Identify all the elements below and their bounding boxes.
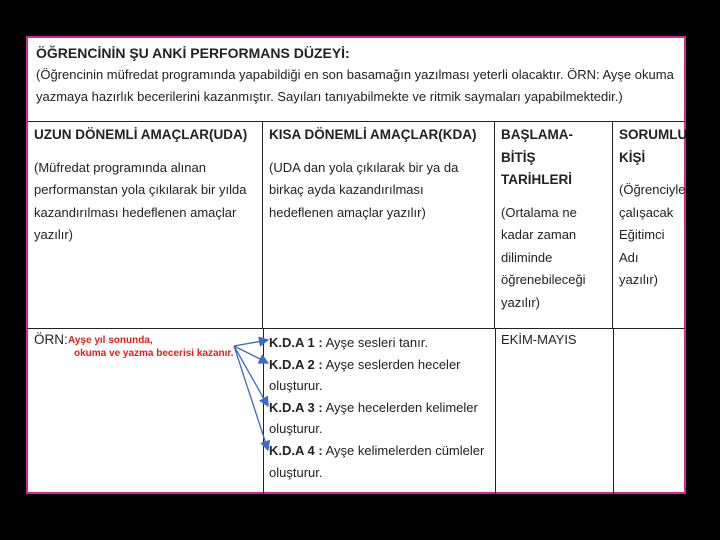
kda-text: Ayşe sesleri tanır.	[325, 335, 428, 350]
dates-desc-line: kadar zaman	[501, 227, 577, 242]
kda-text: Ayşe kelimelerden cümleler	[325, 442, 485, 458]
kda-cont: oluşturur.	[269, 378, 323, 394]
column-divider	[495, 328, 496, 494]
performance-desc-line-1: (Öğrencinin müfredat programında yapabildiği en son basamağın yazılması yeterli olacaktır. ÖRN: Ayşe okuma	[36, 67, 674, 82]
kda-item	[269, 332, 484, 354]
performance-desc-line-2: yazmaya hazırlık becerilerini kazanmıştır. Sayıları tanıyabilmekte ve ritmik saymaları yapabilmektedir.)	[36, 89, 623, 104]
responsible-desc-line: Adı yazılır)	[619, 249, 658, 287]
kda-code: K.D.A 1 :	[269, 335, 323, 350]
uda-desc-line: yazılır)	[34, 227, 73, 242]
responsible-desc-line: çalışacak	[619, 204, 674, 220]
kda-item	[269, 397, 484, 419]
kda-cont: oluşturur.	[269, 421, 323, 437]
kda-item	[269, 354, 484, 376]
kda-item	[269, 440, 484, 462]
responsible-title-line: KİŞİ	[619, 149, 646, 165]
kda-title: KISA DÖNEMLİ AMAÇLAR(KDA)	[269, 127, 477, 142]
uda-column	[28, 122, 263, 328]
uda-desc-line: (Müfredat programında alınan	[34, 159, 206, 175]
example-kda-list	[269, 332, 484, 483]
example-label: ÖRN:	[34, 332, 68, 347]
uda-title: UZUN DÖNEMLİ AMAÇLAR(UDA)	[34, 127, 248, 142]
kda-code: K.D.A 2 :	[269, 356, 323, 372]
uda-desc-line: kazandırılması hedeflenen amaçlar	[34, 204, 237, 220]
kda-text: Ayşe seslerden heceler	[325, 356, 461, 372]
dates-title-line: TARİHLERİ	[501, 172, 572, 187]
row-divider	[28, 328, 684, 329]
performance-header	[28, 38, 684, 122]
kda-cont: oluşturur.	[269, 464, 323, 480]
kda-text: Ayşe hecelerden kelimeler	[325, 399, 478, 415]
dates-desc-line: öğrenebileceği	[501, 272, 586, 287]
uda-desc-line: performanstan yola çıkılarak bir yılda	[34, 182, 247, 197]
kda-column	[263, 122, 495, 328]
dates-column	[495, 122, 613, 328]
kda-code: K.D.A 3 :	[269, 399, 323, 415]
dates-desc-line: diliminde	[501, 249, 553, 265]
example-uda-line: okuma ve yazma becerisi kazanır.	[74, 348, 234, 359]
responsible-title-line: SORUMLU	[619, 127, 688, 142]
example-uda	[68, 334, 234, 360]
iep-table	[26, 36, 686, 494]
responsible-column	[613, 122, 688, 328]
column-divider	[263, 328, 264, 494]
example-uda-line: Ayşe yıl sonunda,	[68, 335, 153, 346]
responsible-desc-line: Eğitimci	[619, 227, 665, 242]
example-period: EKİM-MAYIS	[501, 332, 577, 347]
kda-code: K.D.A 4 :	[269, 442, 323, 458]
dates-desc-line: (Ortalama ne	[501, 204, 577, 220]
column-divider	[613, 328, 614, 494]
kda-desc-line: birkaç ayda kazandırılması	[269, 182, 424, 197]
responsible-desc-line: (Öğrenciyle	[619, 182, 686, 197]
dates-title-line: BAŞLAMA-BİTİŞ	[501, 127, 573, 165]
kda-desc-line: (UDA dan yola çıkılarak bir ya da	[269, 159, 459, 175]
kda-desc-line: hedeflenen amaçlar yazılır)	[269, 204, 426, 220]
performance-title: ÖĞRENCİNİN ŞU ANKİ PERFORMANS DÜZEYİ:	[36, 45, 350, 61]
dates-desc-line: yazılır)	[501, 294, 540, 310]
